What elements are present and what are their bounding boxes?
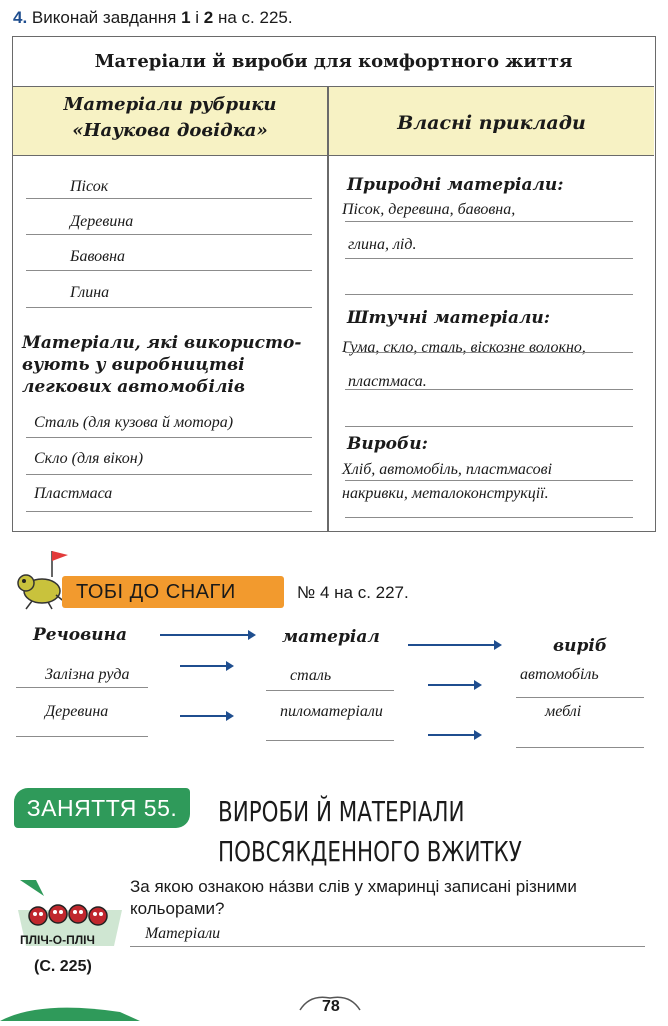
table-title (13, 37, 654, 87)
lesson-title-l1: ВИРОБИ Й МАТЕРІАЛИ (218, 795, 465, 828)
auto-item-2: Скло (для вікон) (34, 450, 144, 467)
question-answer: Матеріали (145, 925, 221, 942)
chain-arrow-r2a (180, 715, 232, 717)
natural-heading: Природні матеріали: (347, 175, 564, 195)
auto-item-1: Сталь (для кузова й мотора) (34, 414, 234, 431)
natural-line-2: глина, лід. (348, 236, 417, 253)
col2-header: Власні приклади (397, 112, 586, 134)
products-line-1: Хліб, автомобіль, пластмасові (342, 461, 553, 478)
left-item-3: Бавовна (70, 248, 126, 265)
chain-h1: Речовина (33, 625, 128, 645)
auto-item-3: Пластмаса (34, 485, 113, 502)
chain-h2: матеріал (282, 627, 380, 647)
chain-r1-c2: сталь (290, 667, 332, 684)
lesson-badge (14, 788, 190, 828)
col1-header (13, 92, 327, 144)
task-text-prefix: Виконай завдання (31, 8, 182, 27)
snack-banner-text: ТОБІ ДО СНАГИ (76, 580, 236, 603)
corner-decoration (0, 1000, 140, 1021)
auto-heading-l3: легкових автомобілів (22, 377, 246, 397)
column-divider (327, 87, 329, 531)
auto-heading-l2: вують у виробництві (22, 355, 245, 375)
col1-header-l2: «Наукова довідка» (72, 120, 268, 141)
natural-line-1: Пісок, деревина, бавовна, (342, 201, 516, 218)
chain-arrow-r2b (428, 734, 480, 736)
question-line-2: кольорами? (130, 899, 225, 918)
lesson-title-l2: ПОВСЯКДЕННОГО ВЖИТКУ (218, 835, 522, 868)
lesson-badge-text: ЗАНЯТТЯ 55. (26, 794, 178, 821)
task-ref-1: 1 (181, 8, 191, 27)
chain-arrow-r1b (428, 684, 480, 686)
left-item-1: Пісок (70, 178, 109, 195)
snack-banner (62, 576, 284, 608)
chain-r2-c3: меблі (545, 703, 582, 720)
auto-heading-l1: Матеріали, які використо- (22, 333, 302, 353)
page-ref: (С. 225) (34, 958, 92, 975)
col1-header-l1: Матеріали рубрики (63, 94, 277, 115)
chain-arrow-h2 (408, 644, 500, 646)
question-text (130, 876, 650, 920)
page-number: 78 (322, 998, 340, 1015)
task-number: 4. (13, 8, 28, 27)
task-ref-2: 2 (203, 8, 214, 27)
chain-r2-c2: пиломатеріали (280, 703, 383, 720)
chain-r1-c1: Залізна руда (45, 666, 130, 683)
lesson-title (218, 792, 522, 872)
chain-r1-c3: автомобіль (520, 666, 599, 683)
task-4-heading (13, 8, 293, 28)
left-item-2: Деревина (70, 213, 134, 230)
task-and: і (190, 8, 204, 27)
artificial-heading: Штучні матеріали: (347, 308, 551, 328)
auto-heading (22, 332, 301, 398)
products-heading: Вироби: (347, 434, 428, 454)
products-line-2: накривки, металоконструкції. (342, 485, 549, 502)
left-item-4: Глина (70, 284, 110, 301)
chain-r2-c1: Деревина (45, 703, 109, 720)
artificial-line-2: пластмаса. (348, 373, 427, 390)
snack-ref: № 4 на с. 227. (297, 583, 409, 602)
chain-arrow-r1a (180, 665, 232, 667)
table-title-text: Матеріали й вироби для комфортного життя (94, 51, 573, 72)
chain-arrow-h1 (160, 634, 254, 636)
artificial-line-1: Гума, скло, сталь, віскозне волокно, (342, 339, 586, 356)
question-line-1: За якою ознакою на́зви слів у хмаринці записані різними (130, 877, 577, 896)
task-text-suffix: на с. 225. (213, 8, 293, 27)
logo-text: ПЛІЧ-О-ПЛІЧ (20, 933, 95, 947)
chain-h3: виріб (553, 636, 608, 656)
